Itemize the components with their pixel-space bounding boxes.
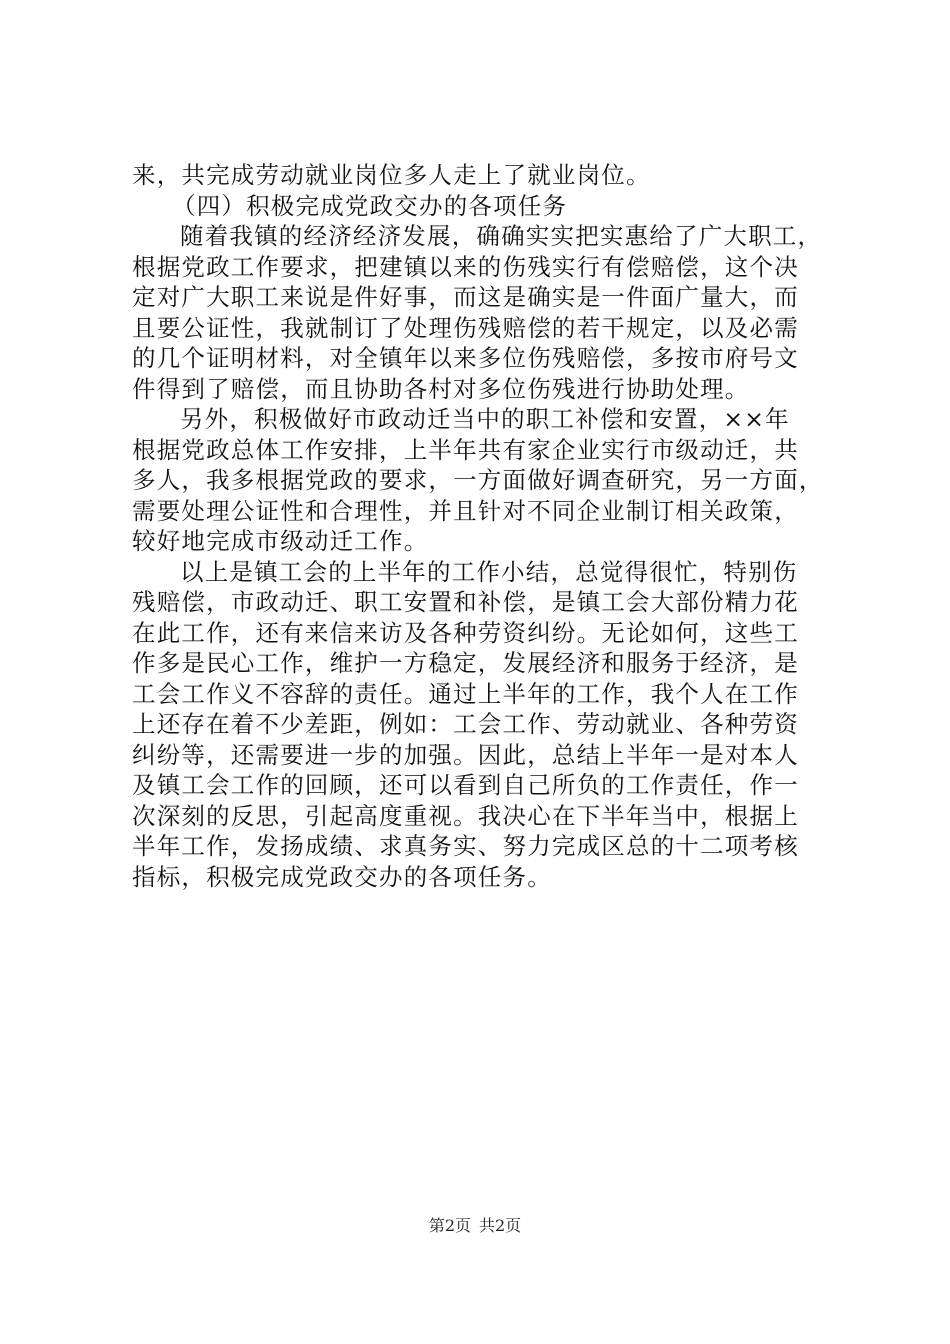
document-body [132,160,832,892]
text-line: 次深刻的反思，引起高度重视。我决心在下半年当中，根据上 [132,801,799,830]
text-line: 多人，我多根据党政的要求，一方面做好调查研究，另一方面， [132,466,824,494]
text-line: 需要处理公证性和合理性，并且针对不同企业制订相关政策， [132,496,799,525]
text-line: 来，共完成劳动就业岗位多人走上了就业岗位。 [132,161,651,189]
text-line: 指标，积极完成党政交办的各项任务。 [132,862,552,891]
text-line: 半年工作，发扬成绩、求真务实、努力完成区总的十二项考核 [132,832,799,860]
page-number: 第2页 [428,1216,471,1235]
page-footer [0,1216,950,1236]
text-line: 件得到了赔偿，而且协助各村对多位伤残进行协助处理。 [132,374,750,403]
text-line: 在此工作，还有来信来访及各种劳资纠纷。无论如何，这些工 [132,618,799,647]
text-line: 定对广大职工来说是件好事，而这是确实是一件面广量大，而 [132,283,799,311]
text-line: 纠纷等，还需要进一步的加强。因此，总结上半年一是对本人 [132,740,799,769]
text-line: 上还存在着不少差距，例如：工会工作、劳动就业、各种劳资 [132,710,799,738]
text-line: 的几个证明材料，对全镇年以来多位伤残赔偿，多按市府号文 [132,344,799,372]
text-line: 且要公证性，我就制订了处理伤残赔偿的若干规定，以及必需 [132,313,799,342]
paragraph-first-line: 以上是镇工会的上半年的工作小结，总觉得很忙，特别伤 [180,557,798,586]
section-heading: （四）积极完成党政交办的各项任务 [172,191,568,220]
text-line: 残赔偿，市政动迁、职工安置和补偿，是镇工会大部份精力花 [132,588,799,616]
paragraph-first-line: 另外，积极做好市政动迁当中的职工补偿和安置，××年 [180,405,790,433]
text-line: 根据党政工作要求，把建镇以来的伤残实行有偿赔偿，这个决 [132,252,799,281]
paragraph-first-line: 随着我镇的经济经济发展，确确实实把实惠给了广大职工， [180,222,823,250]
text-line: 根据党政总体工作安排，上半年共有家企业实行市级动迁，共 [132,435,799,464]
text-line: 较好地完成市级动迁工作。 [132,527,429,555]
text-line: 作多是民心工作，维护一方稳定，发展经济和服务于经济，是 [132,649,799,677]
page-total: 共2页 [479,1216,522,1235]
text-line: 工会工作义不容辞的责任。通过上半年的工作，我个人在工作 [132,679,799,708]
text-line: 及镇工会工作的回顾，还可以看到自己所负的工作责任，作一 [132,771,799,799]
